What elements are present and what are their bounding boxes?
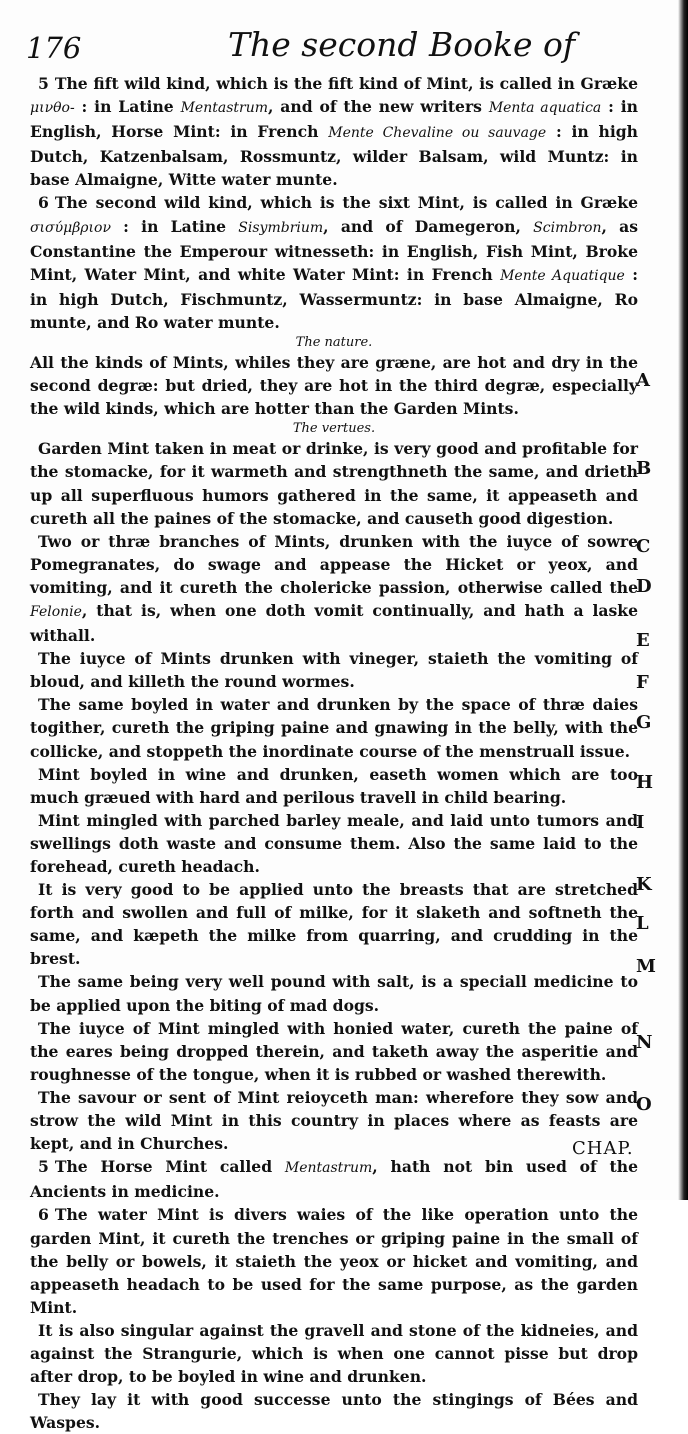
text-run: The iuyce of Mint mingled with honied water, cureth the paine of the eares being dropped therein, and taketh away the asperitie and roughnesse of the tongue, when it is rubbed or washed therewith. (30, 1018, 638, 1084)
paragraph (30, 1203, 638, 1318)
text-run: The second wild kind, which is the sixt Mint, is called in Græke (54, 193, 638, 213)
paragraph (30, 351, 638, 420)
paragraph (30, 72, 638, 191)
text-run: : in Latine (110, 216, 239, 236)
page-edge-shadow (678, 0, 688, 1200)
margin-letter: H (636, 772, 654, 793)
margin-letter: F (636, 672, 649, 693)
text-run: , and of the new writers (267, 97, 489, 117)
text-run: All the kinds of Mints, whiles they are græne, are hot and dry in the second degræ: but dried, they are hot in the third degræ, especially the wild kinds, which are hotter than the Garden Mints. (30, 353, 638, 419)
paragraph (30, 191, 638, 334)
margin-letter: N (636, 1032, 653, 1053)
text-run: The fift wild kind, which is the fift kind of Mint, is called in Græke (54, 74, 638, 93)
italic-text: Mente Chevaline ou sauvage (328, 125, 547, 142)
text-run: : in high Dutch, Fischmuntz, Wassermuntz: in base Almaigne, Ro munte, and Ro water munte. (30, 264, 639, 332)
text-run: Mint boyled in wine and drunken, easeth women which are too much græued with hard and perilous travell in child bearing. (30, 764, 638, 807)
text-run: The iuyce of Mints drunken with vineger, staieth the vomiting of bloud, and killeth the round wormes. (30, 649, 638, 692)
text-run: The same being very well pound with salt, is a speciall medicine to be applied upon the biting of mad dogs. (30, 972, 638, 1015)
margin-letter: B (636, 458, 652, 479)
margin-letter: D (636, 576, 652, 597)
paragraph (30, 1388, 638, 1434)
body-text (30, 72, 638, 1434)
paragraph (30, 809, 638, 878)
margin-letter: C (636, 536, 651, 557)
text-run: It is also singular against the gravell and stone of the kidneies, and against the Strangurie, which is when one cannot pisse but drop after drop, to be boyled in wine and drunken. (30, 1320, 638, 1387)
paragraph (30, 970, 638, 1016)
italic-text: Mentastrum (284, 1160, 373, 1177)
paragraph-number: 5 (38, 74, 49, 93)
paragraph (30, 693, 638, 762)
paragraph (30, 647, 638, 693)
text-run: : in high Dutch, Katzenbalsam, Rossmuntz, wilder Balsam, wild Muntz: in base Almaigne, Witte water munte. (30, 122, 639, 190)
text-run: The savour or sent of Mint reioyceth man: wherefore they sow and strow the wild Mint in this country in places where as feasts are kept, and in Churches. (30, 1087, 638, 1154)
text-run: , that is, when one doth vomit continually, and hath a laske withall. (30, 600, 638, 646)
italic-text: Felonie (30, 603, 82, 620)
text-run: It is very good to be applied unto the breasts that are stretched forth and swollen and full of milke, for it slaketh and softneth the same, and kæpeth the milke from quarring, and crudding in the brest. (30, 880, 638, 969)
text-run: The same boyled in water and drunken by the space of thræ daies togither, cureth the griping paine and gnawing in the belly, with the collicke, and stoppeth the inordinate course of the menstruall issue. (30, 695, 638, 761)
text-run: , as Constantine the Emperour witnesseth: in English, Fish Mint, Broke Mint, Water Mint, and white Water Mint: in French (30, 216, 638, 284)
paragraph (30, 763, 638, 809)
section-heading: The nature. (295, 335, 373, 351)
paragraph (30, 878, 638, 970)
text-run: The Horse Mint called (54, 1157, 285, 1177)
text-run: : in English, Horse Mint: in French (30, 97, 638, 142)
margin-letter: M (636, 956, 656, 977)
margin-letter: G (636, 712, 652, 733)
text-run: : in Latine (74, 97, 181, 117)
margin-letter: L (636, 913, 649, 934)
running-title: The second Booke of (228, 25, 576, 64)
italic-text: σισύμβριον (30, 219, 111, 236)
text-run: , and of Damegeron, (323, 216, 534, 236)
text-run: Two or thræ branches of Mints, drunken with the iuyce of sowre Pomegranates, do swage and appease the Hicket or yeox, and vomiting, and it cureth the cholericke passion, otherwise called the (30, 531, 638, 597)
page-header (0, 0, 688, 70)
italic-text: Scimbron (533, 219, 602, 236)
text-run: Garden Mint taken in meat or drinke, is very good and profitable for the stomacke, for it warmeth and strengthneth the same, and drieth up all superfluous humors gathered in the same, it appeaseth and cureth all the paines of the stomacke, and causeth good digestion. (30, 439, 638, 528)
text-run: Mint mingled with parched barley meale, and laid unto tumors and swellings doth waste and consume them. Also the same laid to the forehead, cureth headach. (30, 810, 638, 876)
catchword: CHAP. (572, 1138, 634, 1159)
margin-letter: A (636, 370, 650, 391)
paragraph-number: 6 (38, 193, 49, 213)
text-run: They lay it with good successe unto the stingings of Bées and Waspes. (30, 1390, 638, 1433)
paragraph-number: 6 (38, 1205, 49, 1225)
page-number: 176 (26, 31, 82, 65)
paragraph (30, 1086, 638, 1155)
section-heading: The vertues. (292, 421, 376, 437)
italic-text: Menta aquatica (488, 100, 602, 117)
italic-text: Sisymbrium (238, 219, 324, 236)
paragraph (30, 1319, 638, 1388)
paragraph (30, 530, 638, 647)
paragraph (30, 1155, 638, 1203)
italic-text: μινθο- (30, 100, 75, 117)
margin-letter: K (636, 874, 652, 895)
margin-letter: E (636, 630, 650, 651)
text-run: The water Mint is divers waies of the like operation unto the garden Mint, it cureth the trenches or griping paine in the small of the belly or bowels, it staieth the yeox or hicket and vomiting, and appeaseth headach to be used for the same purpose, as the garden Mint. (30, 1205, 638, 1317)
margin-letter: O (636, 1094, 652, 1115)
paragraph (30, 1017, 638, 1086)
margin-letter: I (636, 812, 645, 833)
paragraph (30, 437, 638, 529)
text-run: , hath not bin used of the Ancients in medicine. (30, 1157, 638, 1202)
paragraph-number: 5 (38, 1157, 49, 1177)
italic-text: Mentastrum (180, 100, 268, 117)
italic-text: Mente Aquatique (500, 267, 625, 284)
